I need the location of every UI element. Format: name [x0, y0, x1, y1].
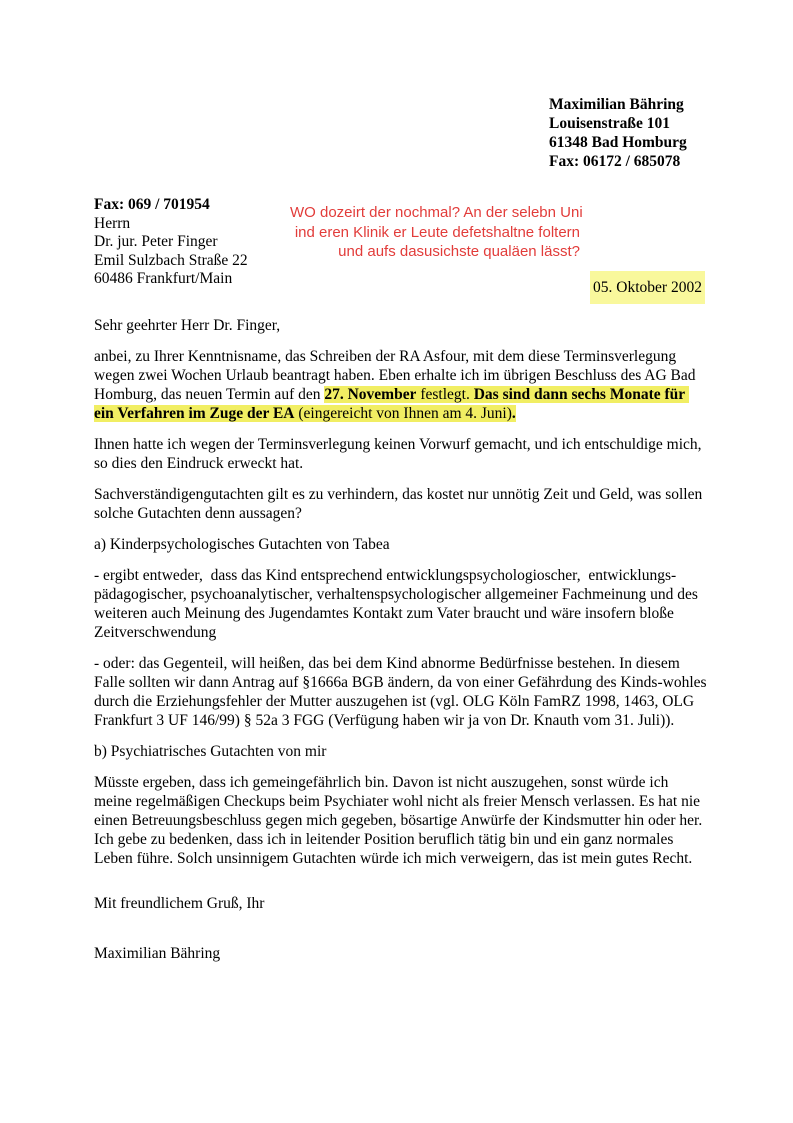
sender-city: 61348 Bad Homburg [549, 134, 687, 151]
letter-body [94, 316, 711, 975]
letter-paragraphs [94, 347, 711, 868]
red-note-line: und aufs dasusichste qualäen lässt? [338, 243, 580, 260]
paragraph [94, 742, 708, 761]
paragraph-text: a) Kinderpsychologisches Gutachten von Tabea [94, 536, 390, 553]
recipient-salutation-line: Herrn [94, 214, 131, 232]
recipient-street: Emil Sulzbach Straße 22 [94, 251, 248, 269]
paragraph-text: - ergibt entweder, dass das Kind entsprechend entwicklungspsychologioscher, entwicklungs-pädagogischer, psychoanalytischer, verhaltenspsychologischer allgemeiner Fachmeinung und des weiteren auch Meinung des Jugendamtes Kontakt zum Vater braucht und wäre insofern bloße Zeitverschwendung [94, 567, 702, 641]
paragraph [94, 485, 708, 523]
date-highlighted: 05. Oktober 2002 [590, 271, 705, 304]
recipient-name: Dr. jur. Peter Finger [94, 233, 218, 250]
paragraph [94, 347, 708, 423]
sender-fax: Fax: 06172 / 685078 [549, 153, 681, 170]
paragraph [94, 654, 711, 730]
paragraph [94, 535, 708, 554]
paragraph-text: Sachverständigengutachten gilt es zu verhindern, das kostet nur unnötig Zeit und Geld, was sollen solche Gutachten denn aussagen? [94, 486, 707, 522]
highlighted-text: Das sind dann sechs Monate für ein Verfahren im Zuge der EA [94, 386, 690, 422]
paragraph-text: - oder: das Gegenteil, will heißen, das bei dem Kind abnorme Bedürfnisse bestehen. In diesem Falle sollten wir dann Antrag auf §1666a BGB ändern, da von einer Gefährdung des Kinds-wohles durch die Erziehungsfehler der Mutter auszugehen ist (vgl. OLG Köln FamRZ 1998, 1463, OLG Frankfurt 3 UF 146/99) § 52a 3 FGG (Verfügung haben wir ja von Dr. Knauth vom 31. Juli)). [94, 655, 711, 729]
recipient-fax: Fax: 069 / 701954 [94, 196, 210, 213]
sender-address-block [549, 95, 687, 171]
paragraph-text: Ihnen hatte ich wegen der Terminsverlegung keinen Vorwurf gemacht, und ich entschuldige mich, so dies den Eindruck erweckt hat. [94, 436, 706, 472]
paragraph [94, 566, 708, 642]
highlighted-text: 27. November [324, 386, 417, 403]
sender-name: Maximilian Bähring [549, 96, 684, 113]
paragraph [94, 773, 708, 868]
highlighted-text: (eingereicht von Ihnen am 4. Juni) [294, 405, 512, 422]
highlighted-text: . [511, 405, 516, 422]
closing-line: Mit freundlichem Gruß, Ihr [94, 895, 265, 912]
recipient-address-block [94, 196, 248, 289]
paragraph [94, 435, 708, 473]
highlighted-text: festlegt. [416, 386, 474, 403]
handwritten-red-note [290, 203, 583, 262]
paragraph-text: Müsste ergeben, dass ich gemeingefährlich bin. Davon ist nicht auszugehen, sonst würde ich meine regelmäßigen Checkups beim Psychiater wohl nicht als freier Mensch verlassen. Es hat nie einen Betreuungsbeschluss gegen mich gegeben, bösartige Anwürfe der Kindsmutter hin oder her. Ich gebe zu bedenken, dass ich in leitender Position beruflich tätig bin und ein ganz normales Leben führe. Solch unsinnigem Gutachten würde ich mich verweigern, das ist mein gutes Recht. [94, 774, 707, 867]
salutation: Sehr geehrter Herr Dr. Finger, [94, 317, 281, 334]
red-note-line: WO dozeirt der nochmal? An der selebn Uni [290, 204, 583, 221]
red-note-line: ind eren Klinik er Leute defetshaltne foltern [294, 223, 580, 241]
signature-name: Maximilian Bähring [94, 945, 221, 962]
sender-street: Louisenstraße 101 [549, 115, 670, 132]
paragraph-text: anbei, zu Ihrer Kenntnisname, das Schreiben der RA Asfour, mit dem diese Terminsverlegung wegen zwei Wochen Urlaub beantragt haben. Eben erhalte ich im übrigen Beschluss des AG Bad Homburg, das neuen Termin auf den [94, 348, 700, 403]
recipient-city: 60486 Frankfurt/Main [94, 270, 233, 287]
paragraph-text: b) Psychiatrisches Gutachten von mir [94, 743, 327, 760]
